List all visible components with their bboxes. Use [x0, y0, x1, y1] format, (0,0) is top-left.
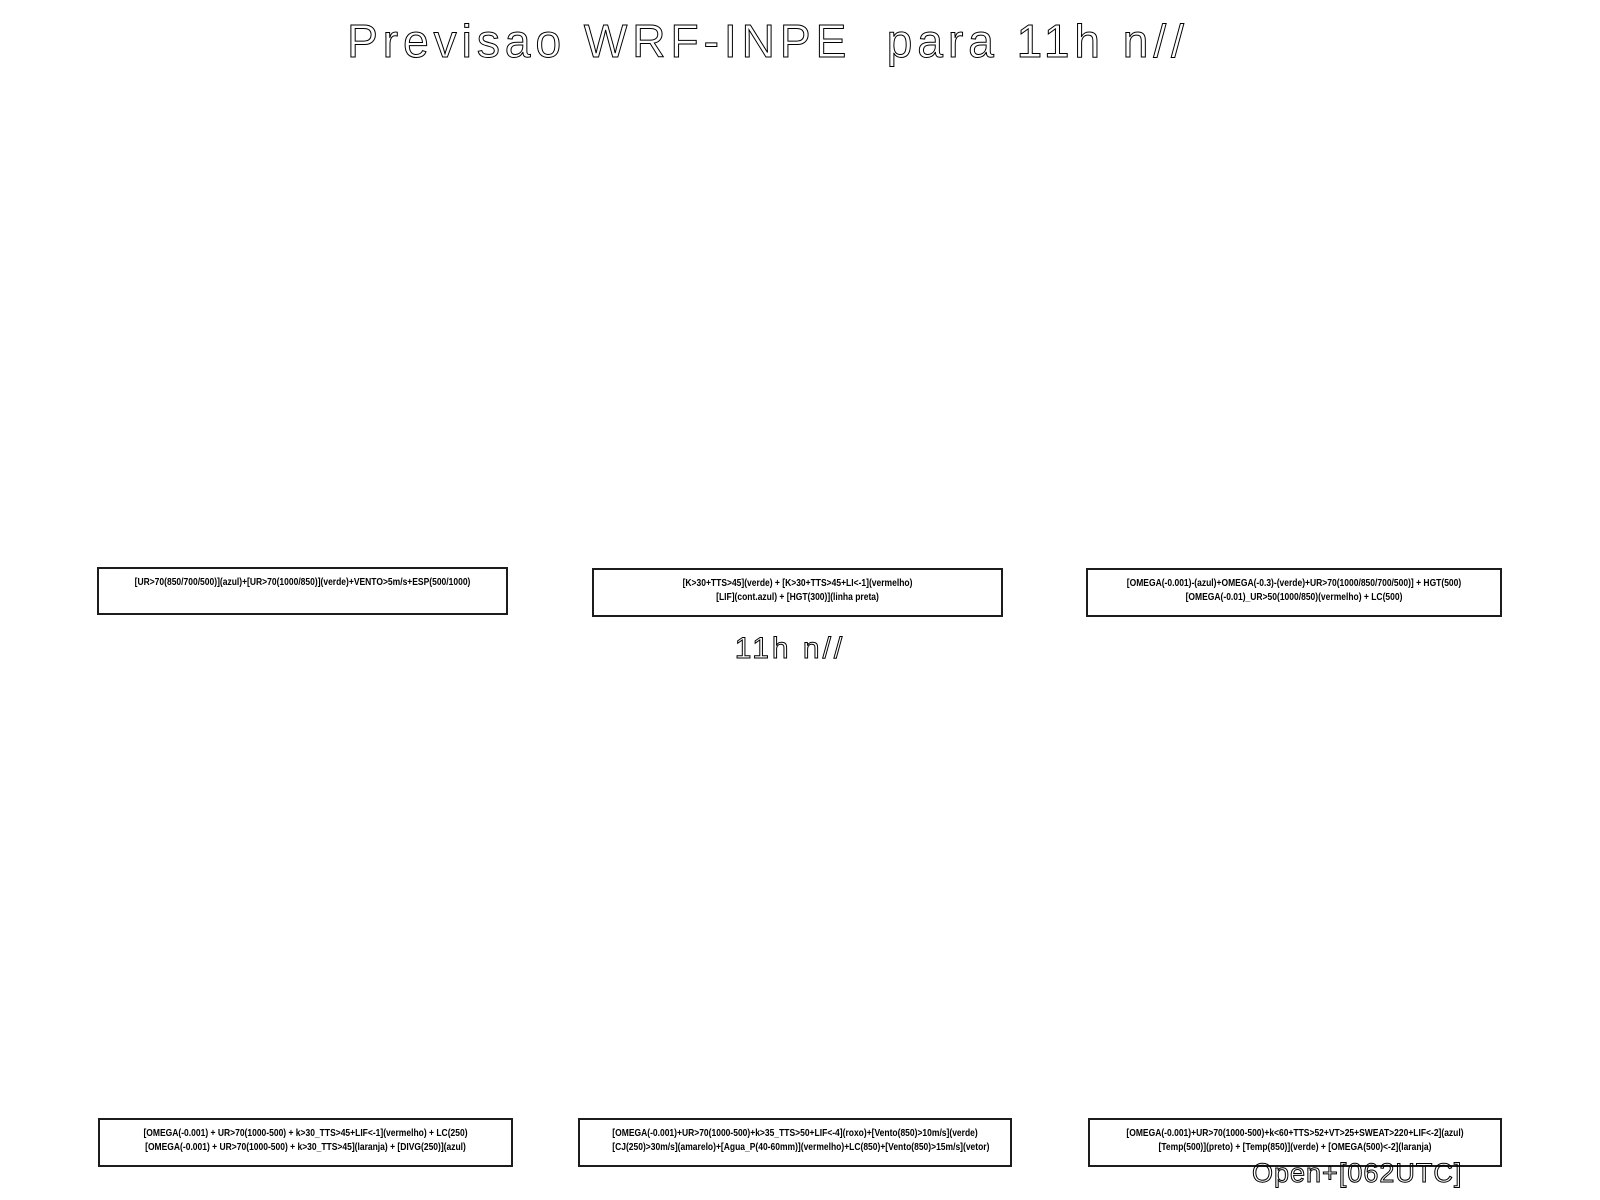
legend-panel-top-left [97, 567, 508, 615]
legend-line: [Temp(500)](preto) + [Temp(850)](verde) + [OMEGA(500)<-2](laranja) [1158, 1142, 1432, 1153]
legend-line: [UR>70(850/700/500)](azul)+[UR>70(1000/850)](verde)+VENTO>5m/s+ESP(500/1000) [134, 577, 471, 588]
legend-line: [OMEGA(-0.001)+UR>70(1000-500)+k>35_TTS>50+LIF<-4](roxo)+[Vento(850)>10m/s](verde) [612, 1128, 978, 1139]
legend-line: [OMEGA(-0.001) + UR>70(1000-500) + k>30_TTS>45](laranja) + [DIVG(250)](azul) [145, 1142, 466, 1153]
legend-line: [OMEGA(-0.001)-(azul)+OMEGA(-0.3)-(verde)+UR>70(1000/850/700/500)] + HGT(500) [1126, 578, 1462, 589]
legend-panel-top-center [592, 568, 1003, 617]
legend-line: [LIF](cont.azul) + [HGT(300)](linha preta) [716, 592, 879, 603]
forecast-hour-label: 11h n// [734, 632, 846, 665]
legend-line: [OMEGA(-0.001) + UR>70(1000-500) + k>30_TTS>45+LIF<-1](vermelho) + LC(250) [143, 1128, 468, 1139]
legend-line: [OMEGA(-0.01)_UR>50(1000/850)(vermelho) + LC(500) [1185, 592, 1403, 603]
run-time-label: Open+[062UTC] [1252, 1158, 1463, 1188]
legend-line: [K>30+TTS>45](verde) + [K>30+TTS>45+LI<-1](vermelho) [682, 578, 913, 589]
legend-line: [CJ(250)>30m/s](amarelo)+[Agua_P(40-60mm)](vermelho)+LC(850)+[Vento(850)>15m/s](vetor) [612, 1142, 990, 1153]
legend-panel-bottom-left [98, 1118, 513, 1167]
legend-panel-top-right [1086, 568, 1502, 617]
legend-line: [OMEGA(-0.001)+UR>70(1000-500)+k<60+TTS>52+VT>25+SWEAT>220+LIF<-2](azul) [1126, 1128, 1464, 1139]
legend-panel-bottom-center [578, 1118, 1012, 1167]
page-title: Previsao WRF-INPE para 11h n// [347, 15, 1189, 67]
